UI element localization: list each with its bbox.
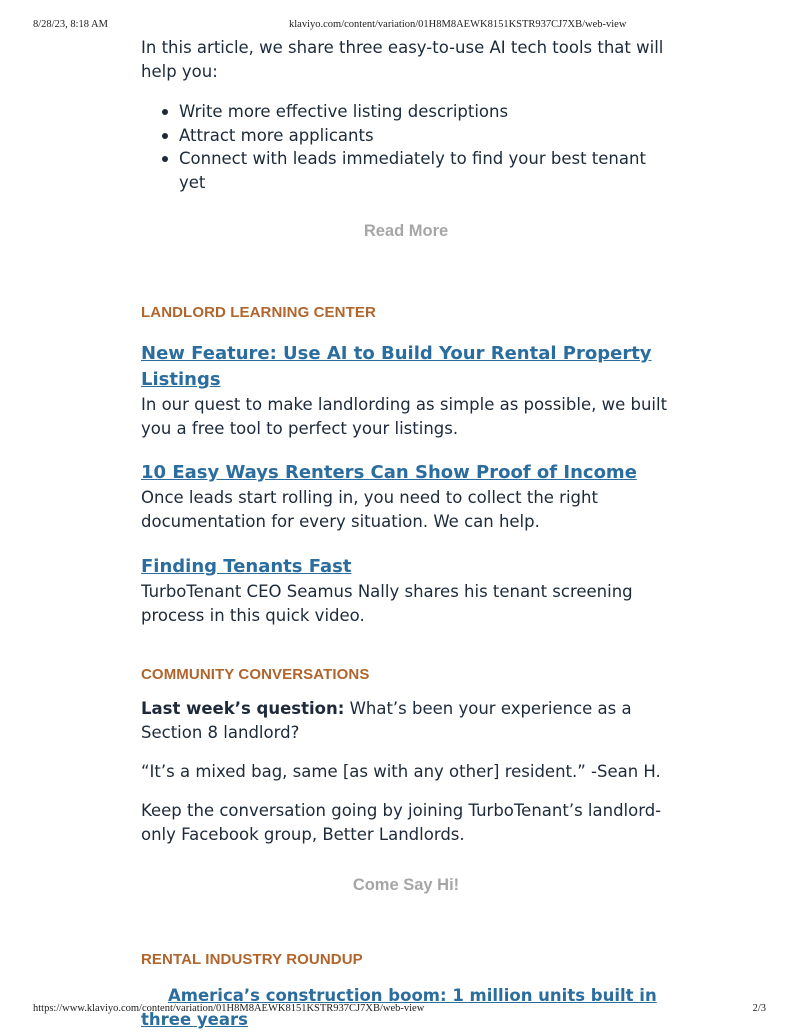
print-header-url: klaviyo.com/content/variation/01H8M8AEWK8151KSTR937CJ7XB/web-view [289,19,627,30]
article-item [141,460,671,534]
roundup-heading: RENTAL INDUSTRY ROUNDUP [141,951,363,968]
bullet-icon [162,133,168,139]
community-question [141,697,671,745]
article-item [141,341,671,441]
question-label: Last week’s question: [141,699,345,718]
come-say-hi-button[interactable]: Come Say Hi! [352,876,460,894]
page-number: 2/3 [752,1003,766,1014]
print-datetime: 8/28/23, 8:18 AM [33,19,108,30]
bullet-icon [162,109,168,115]
community-quote: “It’s a mixed bag, same [as with any other] resident.” -Sean H. [141,762,661,781]
community-invite: Keep the conversation going by joining TurboTenant’s landlord-only Facebook group, Better Landlords. [141,801,662,844]
read-more-button[interactable]: Read More [363,222,449,240]
intro-bullet-list [141,100,671,194]
list-item: Write more effective listing descriptions [179,100,671,124]
article-link-proof-of-income[interactable]: 10 Easy Ways Renters Can Show Proof of Income [141,462,637,483]
question-text: What’s been your experience as a Section 8 landlord? [141,699,632,742]
print-footer-url: https://www.klaviyo.com/content/variation/01H8M8AEWK8151KSTR937CJ7XB/web-view [33,1003,425,1014]
article-description: Once leads start rolling in, you need to collect the right documentation for every situation. We can help. [141,488,598,531]
bullet-icon [162,156,168,162]
article-item [141,554,671,628]
community-heading: COMMUNITY CONVERSATIONS [141,666,370,683]
learning-center-heading: LANDLORD LEARNING CENTER [141,304,376,321]
article-link-ai-listings[interactable]: New Feature: Use AI to Build Your Rental Property Listings [141,343,652,390]
list-item: Attract more applicants [179,124,671,148]
email-content [141,36,671,1032]
article-description: In our quest to make landlording as simple as possible, we built you a free tool to perfect your listings. [141,395,668,438]
article-link-finding-tenants[interactable]: Finding Tenants Fast [141,556,352,577]
list-item: Connect with leads immediately to find your best tenant yet [179,147,671,194]
intro-text: In this article, we share three easy-to-use AI tech tools that will help you: [141,38,664,81]
roundup-link-construction-boom[interactable]: America’s construction boom: 1 million units built in three years [141,986,657,1029]
article-description: TurboTenant CEO Seamus Nally shares his tenant screening process in this quick video. [141,582,633,625]
